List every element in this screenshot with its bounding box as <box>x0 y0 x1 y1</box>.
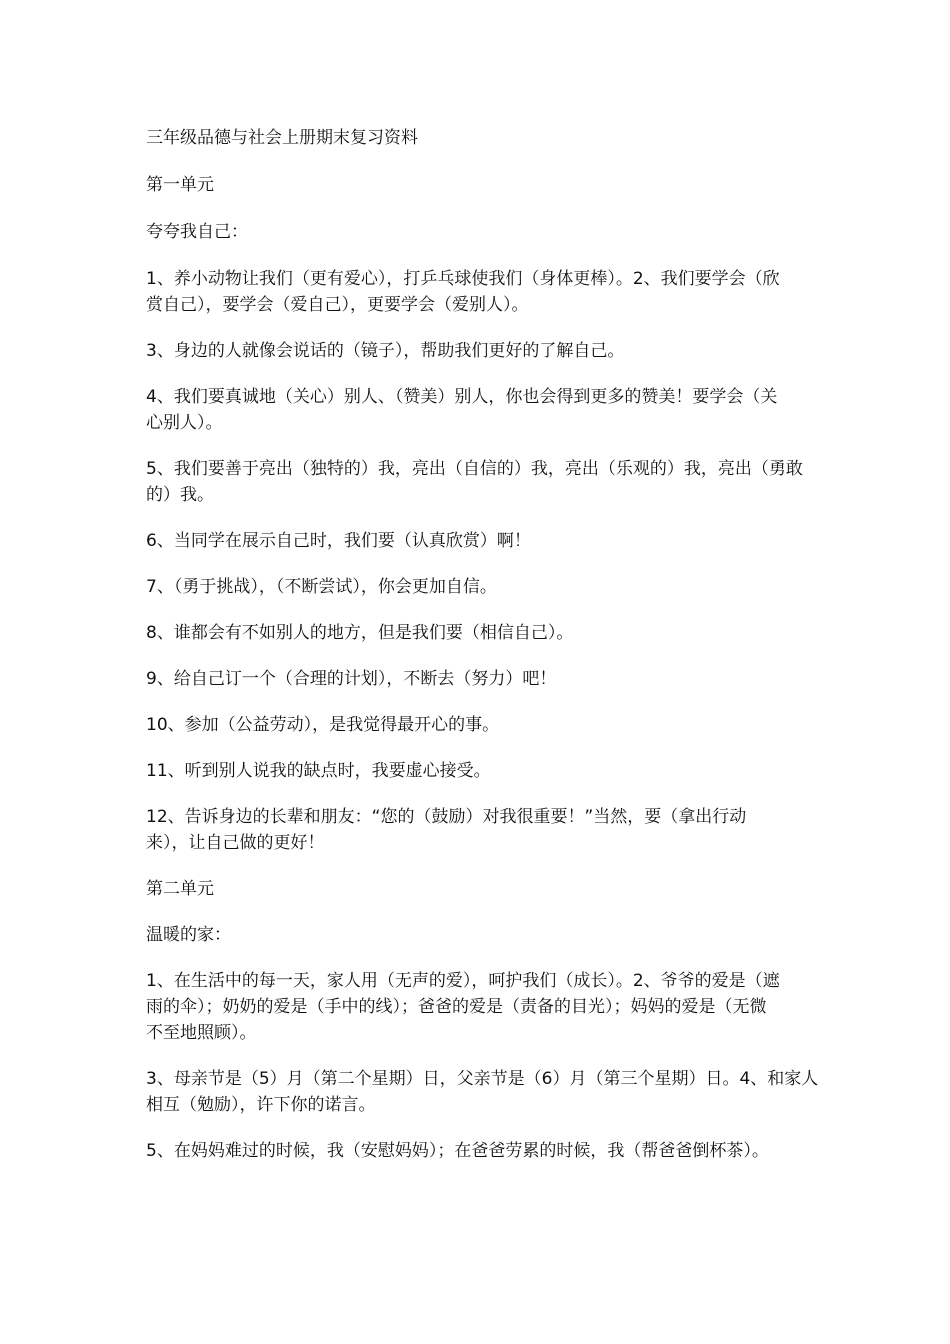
unit2-heading: 第二单元 <box>146 879 214 899</box>
paragraph-line: 4、我们要真诚地（关心）别人、（赞美）别人，你也会得到更多的赞美！要学会（关 <box>146 387 778 407</box>
paragraph-line: 7、（勇于挑战），（不断尝试），你会更加自信。 <box>146 577 497 597</box>
paragraph-line: 6、当同学在展示自己时，我们要（认真欣赏）啊！ <box>146 531 531 551</box>
unit1-subheading: 夸夸我自己： <box>146 222 248 242</box>
paragraph-line: 9、给自己订一个（合理的计划），不断去（努力）吧！ <box>146 669 557 689</box>
paragraph-line: 赏自己），要学会（爱自己），更要学会（爱别人）。 <box>146 295 529 315</box>
paragraph-line: 10、参加（公益劳动），是我觉得最开心的事。 <box>146 715 500 735</box>
paragraph-line: 1、在生活中的每一天，家人用（无声的爱），呵护我们（成长）。2、爷爷的爱是（遮 <box>146 971 780 991</box>
paragraph-line: 3、身边的人就像会说话的（镜子），帮助我们更好的了解自己。 <box>146 341 625 361</box>
paragraph-line: 来），让自己做的更好！ <box>146 833 325 853</box>
document-title: 三年级品德与社会上册期末复习资料 <box>146 128 418 148</box>
paragraph-line: 5、在妈妈难过的时候，我（安慰妈妈）；在爸爸劳累的时候，我（帮爸爸倒杯茶）。 <box>146 1141 769 1161</box>
unit2-subheading: 温暖的家： <box>146 925 231 945</box>
paragraph-line: 12、告诉身边的长辈和朋友：“您的（鼓励）对我很重要！”当然，要（拿出行动 <box>146 807 747 827</box>
paragraph-line: 5、我们要善于亮出（独特的）我，亮出（自信的）我，亮出（乐观的）我，亮出（勇敢 <box>146 459 803 479</box>
paragraph-line: 雨的伞）；奶奶的爱是（手中的线）；爸爸的爱是（责备的目光）；妈妈的爱是（无微 <box>146 997 767 1017</box>
paragraph-line: 3、母亲节是（5）月（第二个星期）日，父亲节是（6）月（第三个星期）日。4、和家人 <box>146 1069 819 1089</box>
paragraph-line: 8、谁都会有不如别人的地方，但是我们要（相信自己）。 <box>146 623 574 643</box>
paragraph-line: 的）我。 <box>146 485 214 505</box>
unit1-heading: 第一单元 <box>146 175 214 195</box>
paragraph-line: 不至地照顾）。 <box>146 1023 257 1043</box>
paragraph-line: 心别人）。 <box>146 413 223 433</box>
paragraph-line: 相互（勉励），许下你的诺言。 <box>146 1095 376 1115</box>
paragraph-line: 11、听到别人说我的缺点时，我要虚心接受。 <box>146 761 491 781</box>
paragraph-line: 1、养小动物让我们（更有爱心），打乒乓球使我们（身体更棒）。2、我们要学会（欣 <box>146 269 780 289</box>
